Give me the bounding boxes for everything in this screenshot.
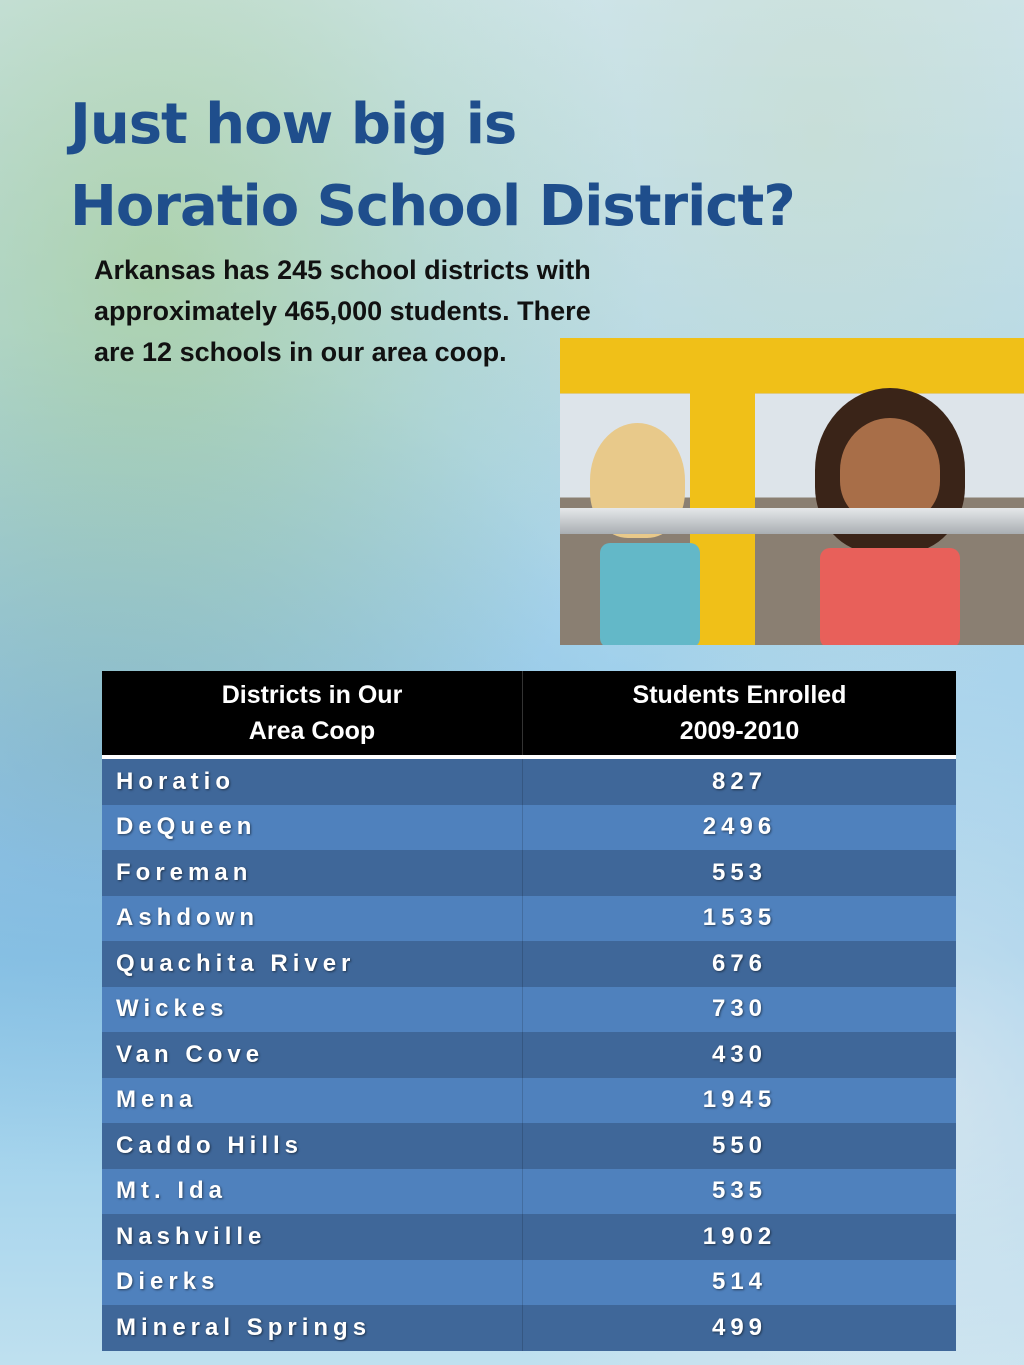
intro-line: approximately 465,000 students. There — [94, 296, 591, 326]
table-row — [102, 1260, 956, 1306]
district-name: Caddo Hills — [102, 1123, 523, 1169]
school-bus-kids-photo — [560, 338, 1024, 645]
students-enrolled: 553 — [523, 850, 957, 896]
table-row — [102, 805, 956, 851]
table-row — [102, 1169, 956, 1215]
table-row — [102, 987, 956, 1033]
table-row — [102, 850, 956, 896]
table-row — [102, 1123, 956, 1169]
title-line-1: Just how big is — [70, 92, 517, 157]
district-name: Mineral Springs — [102, 1305, 523, 1351]
district-name: Dierks — [102, 1260, 523, 1306]
intro-line: are 12 schools in our area coop. — [94, 337, 507, 367]
students-enrolled: 1902 — [523, 1214, 957, 1260]
students-enrolled: 730 — [523, 987, 957, 1033]
students-enrolled: 1945 — [523, 1078, 957, 1124]
header-districts-line-1: Districts in Our — [221, 681, 403, 709]
students-enrolled: 514 — [523, 1260, 957, 1306]
students-enrolled: 827 — [523, 757, 957, 805]
districts-table — [102, 671, 956, 1351]
students-enrolled: 499 — [523, 1305, 957, 1351]
header-students-line-1: Students Enrolled — [632, 681, 847, 709]
district-name: Mt. Ida — [102, 1169, 523, 1215]
students-enrolled: 1535 — [523, 896, 957, 942]
students-enrolled: 550 — [523, 1123, 957, 1169]
students-enrolled: 535 — [523, 1169, 957, 1215]
table-row — [102, 1078, 956, 1124]
district-name: Horatio — [102, 757, 523, 805]
header-districts — [102, 671, 523, 757]
students-enrolled: 2496 — [523, 805, 957, 851]
intro-line: Arkansas has 245 school districts with — [94, 255, 591, 285]
district-name: Foreman — [102, 850, 523, 896]
students-enrolled: 430 — [523, 1032, 957, 1078]
table-row — [102, 1214, 956, 1260]
district-name: DeQueen — [102, 805, 523, 851]
students-enrolled: 676 — [523, 941, 957, 987]
district-name: Ashdown — [102, 896, 523, 942]
district-name: Quachita River — [102, 941, 523, 987]
table-header-row — [102, 671, 956, 757]
table-row — [102, 896, 956, 942]
table-row — [102, 1305, 956, 1351]
header-students-line-2: 2009-2010 — [679, 717, 800, 745]
district-name: Nashville — [102, 1214, 523, 1260]
title-line-2: Horatio School District? — [70, 174, 795, 239]
table-row — [102, 757, 956, 805]
table-row — [102, 1032, 956, 1078]
page-title — [70, 84, 795, 248]
district-name: Wickes — [102, 987, 523, 1033]
district-name: Mena — [102, 1078, 523, 1124]
table-row — [102, 941, 956, 987]
intro-text — [94, 250, 694, 373]
header-students — [523, 671, 957, 757]
header-districts-line-2: Area Coop — [248, 717, 376, 745]
district-name: Van Cove — [102, 1032, 523, 1078]
